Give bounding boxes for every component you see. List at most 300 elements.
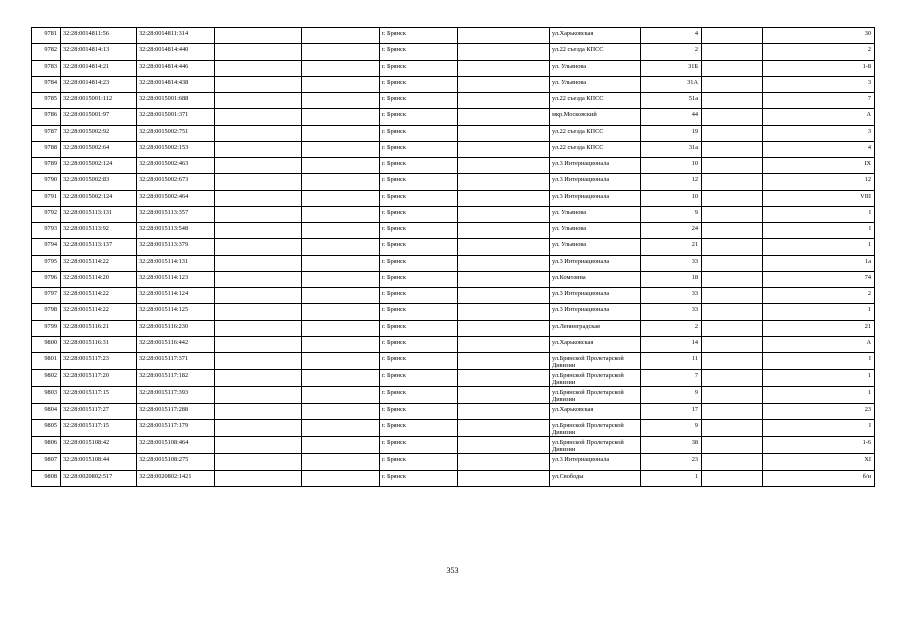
cadastral-number-cell: 32:28:0015113:357 [137, 206, 215, 222]
house-number-cell: 14 [641, 336, 702, 352]
city-cell: г. Брянск [380, 320, 458, 336]
city-cell: г. Брянск [380, 93, 458, 109]
city-cell: г. Брянск [380, 404, 458, 420]
empty-cell [702, 206, 763, 222]
street-cell: ул.Харьковская [550, 404, 641, 420]
empty-cell [458, 304, 550, 320]
empty-cell [702, 304, 763, 320]
street-cell: ул.22 съезда КПСС [550, 141, 641, 157]
empty-cell [302, 93, 380, 109]
empty-cell [702, 223, 763, 239]
row-number-cell: 9788 [32, 141, 61, 157]
empty-cell [458, 28, 550, 44]
apartment-cell: 12 [763, 174, 875, 190]
table-row [32, 454, 875, 470]
cadastral-number-cell: 32:28:0015002:463 [137, 158, 215, 174]
house-number-cell: 1 [641, 470, 702, 486]
empty-cell [215, 125, 302, 141]
row-number-cell: 9792 [32, 206, 61, 222]
table-row [32, 336, 875, 352]
house-number-cell: 31а [641, 141, 702, 157]
cadastral-quarter-cell: 32:28:0015002:124 [61, 158, 137, 174]
page-number: 353 [446, 566, 459, 575]
empty-cell [702, 437, 763, 454]
empty-cell [215, 304, 302, 320]
empty-cell [302, 370, 380, 387]
empty-cell [215, 174, 302, 190]
apartment-cell: А [763, 109, 875, 125]
city-cell: г. Брянск [380, 28, 458, 44]
empty-cell [458, 370, 550, 387]
city-cell: г. Брянск [380, 206, 458, 222]
cadastral-number-cell: 32:28:0015117:288 [137, 404, 215, 420]
empty-cell [215, 404, 302, 420]
apartment-cell: 23 [763, 404, 875, 420]
apartment-cell: VIII [763, 190, 875, 206]
cadastral-number-cell: 32:28:0015114:124 [137, 288, 215, 304]
house-number-cell: 9 [641, 206, 702, 222]
row-number-cell: 9806 [32, 437, 61, 454]
row-number-cell: 9802 [32, 370, 61, 387]
empty-cell [458, 223, 550, 239]
cadastral-number-cell: 32:28:0014811:314 [137, 28, 215, 44]
street-cell: ул.22 съезда КПСС [550, 125, 641, 141]
house-number-cell: 9 [641, 420, 702, 437]
cadastral-number-cell: 32:28:0015117:182 [137, 370, 215, 387]
table-row [32, 141, 875, 157]
empty-cell [215, 158, 302, 174]
cadastral-number-cell: 32:28:0015108:275 [137, 454, 215, 470]
city-cell: г. Брянск [380, 470, 458, 486]
cadastral-quarter-cell: 32:28:0015002:64 [61, 141, 137, 157]
street-cell: ул.Брянской Пролетарской Дивизии [550, 437, 641, 454]
street-cell: ул.3 Интернационала [550, 190, 641, 206]
house-number-cell: 38 [641, 437, 702, 454]
empty-cell [302, 454, 380, 470]
row-number-cell: 9783 [32, 60, 61, 76]
street-cell: ул.Брянской Пролетарской Дивизии [550, 370, 641, 387]
empty-cell [215, 76, 302, 92]
empty-cell [302, 420, 380, 437]
empty-cell [458, 420, 550, 437]
cadastral-number-cell: 32:28:0015114:125 [137, 304, 215, 320]
empty-cell [302, 60, 380, 76]
apartment-cell: 3 [763, 76, 875, 92]
cadastral-quarter-cell: 32:28:0015108:44 [61, 454, 137, 470]
cadastral-quarter-cell: 32:28:0015117:15 [61, 420, 137, 437]
empty-cell [302, 44, 380, 60]
cadastral-number-cell: 32:28:0015114:123 [137, 271, 215, 287]
house-number-cell: 9 [641, 387, 702, 404]
street-cell: ул.Свободы [550, 470, 641, 486]
city-cell: г. Брянск [380, 109, 458, 125]
apartment-cell: I [763, 420, 875, 437]
city-cell: г. Брянск [380, 141, 458, 157]
empty-cell [215, 239, 302, 255]
empty-cell [215, 255, 302, 271]
empty-cell [702, 470, 763, 486]
cadastral-quarter-cell: 32:28:0015116:21 [61, 320, 137, 336]
cadastral-quarter-cell: 32:28:0015113:131 [61, 206, 137, 222]
city-cell: г. Брянск [380, 76, 458, 92]
cadastral-quarter-cell: 32:28:0015117:20 [61, 370, 137, 387]
cadastral-number-cell: 32:28:0015001:688 [137, 93, 215, 109]
cadastral-quarter-cell: 32:28:0015117:23 [61, 353, 137, 370]
empty-cell [215, 206, 302, 222]
cadastral-number-cell: 32:28:0014814:446 [137, 60, 215, 76]
city-cell: г. Брянск [380, 255, 458, 271]
city-cell: г. Брянск [380, 437, 458, 454]
house-number-cell: 31А [641, 76, 702, 92]
apartment-cell: 1а [763, 255, 875, 271]
empty-cell [458, 437, 550, 454]
city-cell: г. Брянск [380, 420, 458, 437]
street-cell: ул.3 Интернационала [550, 454, 641, 470]
city-cell: г. Брянск [380, 60, 458, 76]
empty-cell [702, 387, 763, 404]
house-number-cell: 17 [641, 404, 702, 420]
city-cell: г. Брянск [380, 370, 458, 387]
cadastral-quarter-cell: 32:28:0015114:22 [61, 255, 137, 271]
row-number-cell: 9787 [32, 125, 61, 141]
house-number-cell: 51а [641, 93, 702, 109]
apartment-cell: 2 [763, 44, 875, 60]
house-number-cell: 19 [641, 125, 702, 141]
table-row [32, 190, 875, 206]
cadastral-number-cell: 32:28:0015002:464 [137, 190, 215, 206]
empty-cell [458, 387, 550, 404]
cadastral-quarter-cell: 32:28:0015114:22 [61, 304, 137, 320]
empty-cell [302, 174, 380, 190]
row-number-cell: 9794 [32, 239, 61, 255]
table-row [32, 76, 875, 92]
empty-cell [302, 255, 380, 271]
apartment-cell: 1 [763, 387, 875, 404]
empty-cell [215, 420, 302, 437]
empty-cell [215, 141, 302, 157]
street-cell: ул.3 Интернационала [550, 304, 641, 320]
empty-cell [302, 320, 380, 336]
cadastral-quarter-cell: 32:28:0015113:137 [61, 239, 137, 255]
apartment-cell: 4 [763, 141, 875, 157]
house-number-cell: 4 [641, 28, 702, 44]
empty-cell [215, 370, 302, 387]
city-cell: г. Брянск [380, 353, 458, 370]
empty-cell [702, 109, 763, 125]
empty-cell [702, 271, 763, 287]
empty-cell [302, 141, 380, 157]
apartment-cell: XI [763, 454, 875, 470]
cadastral-quarter-cell: 32:28:0015117:15 [61, 387, 137, 404]
row-number-cell: 9786 [32, 109, 61, 125]
house-number-cell: 18 [641, 271, 702, 287]
empty-cell [458, 206, 550, 222]
cadastral-quarter-cell: 32:28:0014814:21 [61, 60, 137, 76]
house-number-cell: 2 [641, 44, 702, 60]
empty-cell [302, 76, 380, 92]
empty-cell [702, 93, 763, 109]
table-row [32, 28, 875, 44]
cadastral-number-cell: 32:28:0015117:393 [137, 387, 215, 404]
row-number-cell: 9790 [32, 174, 61, 190]
cadastral-number-cell: 32:28:0015002:673 [137, 174, 215, 190]
house-number-cell: 33 [641, 255, 702, 271]
street-cell: ул.Ленинградская [550, 320, 641, 336]
row-number-cell: 9793 [32, 223, 61, 239]
cadastral-number-cell: 32:28:0015001:371 [137, 109, 215, 125]
empty-cell [215, 353, 302, 370]
house-number-cell: 21 [641, 239, 702, 255]
row-number-cell: 9798 [32, 304, 61, 320]
cadastral-quarter-cell: 32:28:0015108:42 [61, 437, 137, 454]
empty-cell [215, 93, 302, 109]
empty-cell [458, 174, 550, 190]
row-number-cell: 9797 [32, 288, 61, 304]
street-cell: ул.3 Интернационала [550, 158, 641, 174]
row-number-cell: 9789 [32, 158, 61, 174]
cadastral-number-cell: 32:28:0015117:371 [137, 353, 215, 370]
empty-cell [302, 353, 380, 370]
empty-cell [458, 158, 550, 174]
house-number-cell: 7 [641, 370, 702, 387]
apartment-cell: 1-8 [763, 60, 875, 76]
apartment-cell: 1 [763, 239, 875, 255]
cadastral-number-cell: 32:28:0015116:230 [137, 320, 215, 336]
empty-cell [215, 109, 302, 125]
apartment-cell: А [763, 336, 875, 352]
empty-cell [702, 420, 763, 437]
empty-cell [302, 387, 380, 404]
cadastral-quarter-cell: 32:28:0020802:517 [61, 470, 137, 486]
row-number-cell: 9796 [32, 271, 61, 287]
apartment-cell: 1-6 [763, 437, 875, 454]
street-cell: мкр.Московский [550, 109, 641, 125]
cadastral-quarter-cell: 32:28:0015114:20 [61, 271, 137, 287]
empty-cell [302, 304, 380, 320]
apartment-cell: 1 [763, 304, 875, 320]
cadastral-number-cell: 32:28:0015116:442 [137, 336, 215, 352]
empty-cell [702, 370, 763, 387]
cadastral-number-cell: 32:28:0015002:751 [137, 125, 215, 141]
street-cell: ул.3 Интернационала [550, 255, 641, 271]
table-row [32, 370, 875, 387]
cadastral-quarter-cell: 32:28:0015002:92 [61, 125, 137, 141]
street-cell: ул.22 съезда КПСС [550, 93, 641, 109]
cadastral-quarter-cell: 32:28:0015002:124 [61, 190, 137, 206]
empty-cell [215, 336, 302, 352]
empty-cell [702, 60, 763, 76]
empty-cell [215, 454, 302, 470]
empty-cell [302, 404, 380, 420]
street-cell: ул.Харьковская [550, 336, 641, 352]
cadastral-number-cell: 32:28:0014814:438 [137, 76, 215, 92]
empty-cell [702, 76, 763, 92]
cadastral-quarter-cell: 32:28:0014814:13 [61, 44, 137, 60]
row-number-cell: 9785 [32, 93, 61, 109]
empty-cell [302, 437, 380, 454]
empty-cell [302, 206, 380, 222]
street-cell: ул. Ульянова [550, 76, 641, 92]
city-cell: г. Брянск [380, 223, 458, 239]
row-number-cell: 9805 [32, 420, 61, 437]
cadastral-number-cell: 32:28:0015113:548 [137, 223, 215, 239]
row-number-cell: 9801 [32, 353, 61, 370]
city-cell: г. Брянск [380, 174, 458, 190]
street-cell: ул. Ульянова [550, 206, 641, 222]
empty-cell [302, 336, 380, 352]
empty-cell [702, 141, 763, 157]
apartment-cell: I [763, 206, 875, 222]
city-cell: г. Брянск [380, 44, 458, 60]
row-number-cell: 9803 [32, 387, 61, 404]
table-row [32, 125, 875, 141]
apartment-cell: б/н [763, 470, 875, 486]
table-row [32, 470, 875, 486]
city-cell: г. Брянск [380, 190, 458, 206]
empty-cell [702, 255, 763, 271]
house-number-cell: 31Б [641, 60, 702, 76]
table-row [32, 44, 875, 60]
empty-cell [458, 141, 550, 157]
empty-cell [215, 288, 302, 304]
empty-cell [458, 255, 550, 271]
row-number-cell: 9808 [32, 470, 61, 486]
city-cell: г. Брянск [380, 336, 458, 352]
apartment-cell: 3 [763, 125, 875, 141]
table-row [32, 437, 875, 454]
empty-cell [702, 44, 763, 60]
cadastral-number-cell: 32:28:0014814:440 [137, 44, 215, 60]
house-number-cell: 33 [641, 288, 702, 304]
table-row [32, 387, 875, 404]
empty-cell [215, 437, 302, 454]
empty-cell [702, 288, 763, 304]
empty-cell [702, 320, 763, 336]
apartment-cell: IX [763, 158, 875, 174]
city-cell: г. Брянск [380, 158, 458, 174]
city-cell: г. Брянск [380, 125, 458, 141]
empty-cell [302, 125, 380, 141]
table-row [32, 239, 875, 255]
empty-cell [302, 470, 380, 486]
empty-cell [215, 44, 302, 60]
cadastral-number-cell: 32:28:0015108:464 [137, 437, 215, 454]
empty-cell [458, 336, 550, 352]
cadastral-quarter-cell: 32:28:0015114:22 [61, 288, 137, 304]
apartment-cell: 2 [763, 288, 875, 304]
empty-cell [458, 44, 550, 60]
empty-cell [458, 239, 550, 255]
table-row [32, 93, 875, 109]
apartment-cell: I [763, 353, 875, 370]
table-row [32, 109, 875, 125]
apartment-cell: I [763, 223, 875, 239]
empty-cell [215, 271, 302, 287]
table-row [32, 288, 875, 304]
empty-cell [702, 125, 763, 141]
table-row [32, 158, 875, 174]
empty-cell [215, 60, 302, 76]
empty-cell [302, 288, 380, 304]
row-number-cell: 9804 [32, 404, 61, 420]
cadastral-quarter-cell: 32:28:0015117:27 [61, 404, 137, 420]
cadastral-number-cell: 32:28:0015113:379 [137, 239, 215, 255]
city-cell: г. Брянск [380, 271, 458, 287]
table-row [32, 320, 875, 336]
apartment-cell: 1 [763, 370, 875, 387]
city-cell: г. Брянск [380, 387, 458, 404]
cadastral-quarter-cell: 32:28:0015001:112 [61, 93, 137, 109]
street-cell: ул. Ульянова [550, 60, 641, 76]
empty-cell [302, 158, 380, 174]
street-cell: ул.Брянской Пролетарской Дивизии [550, 387, 641, 404]
street-cell: ул.Харьковская [550, 28, 641, 44]
empty-cell [458, 288, 550, 304]
empty-cell [458, 320, 550, 336]
table-row [32, 420, 875, 437]
empty-cell [702, 404, 763, 420]
house-number-cell: 24 [641, 223, 702, 239]
empty-cell [458, 190, 550, 206]
street-cell: ул.Брянской Пролетарской Дивизии [550, 420, 641, 437]
apartment-cell: 21 [763, 320, 875, 336]
street-cell: ул.Комозина [550, 271, 641, 287]
empty-cell [458, 470, 550, 486]
city-cell: г. Брянск [380, 239, 458, 255]
empty-cell [458, 353, 550, 370]
apartment-cell: 30 [763, 28, 875, 44]
empty-cell [702, 239, 763, 255]
street-cell: ул. Ульянова [550, 239, 641, 255]
cadastral-quarter-cell: 32:28:0015002:83 [61, 174, 137, 190]
cadastral-number-cell: 32:28:0015114:131 [137, 255, 215, 271]
table-row [32, 60, 875, 76]
empty-cell [702, 28, 763, 44]
cadastral-number-cell: 32:28:0015117:179 [137, 420, 215, 437]
empty-cell [702, 353, 763, 370]
empty-cell [702, 158, 763, 174]
city-cell: г. Брянск [380, 288, 458, 304]
table-row [32, 304, 875, 320]
table-row [32, 404, 875, 420]
empty-cell [302, 28, 380, 44]
empty-cell [215, 28, 302, 44]
apartment-cell: 74 [763, 271, 875, 287]
street-cell: ул.Брянской Пролетарской Дивизии [550, 353, 641, 370]
house-number-cell: 23 [641, 454, 702, 470]
empty-cell [302, 223, 380, 239]
city-cell: г. Брянск [380, 454, 458, 470]
street-cell: ул.3 Интернационала [550, 288, 641, 304]
house-number-cell: 44 [641, 109, 702, 125]
empty-cell [702, 174, 763, 190]
empty-cell [458, 76, 550, 92]
table-row [32, 353, 875, 370]
empty-cell [215, 190, 302, 206]
row-number-cell: 9799 [32, 320, 61, 336]
empty-cell [458, 93, 550, 109]
empty-cell [302, 190, 380, 206]
empty-cell [458, 125, 550, 141]
house-number-cell: 10 [641, 158, 702, 174]
cadastral-quarter-cell: 32:28:0015001:97 [61, 109, 137, 125]
row-number-cell: 9791 [32, 190, 61, 206]
empty-cell [215, 223, 302, 239]
cadastral-quarter-cell: 32:28:0014814:23 [61, 76, 137, 92]
empty-cell [458, 109, 550, 125]
row-number-cell: 9807 [32, 454, 61, 470]
empty-cell [702, 190, 763, 206]
